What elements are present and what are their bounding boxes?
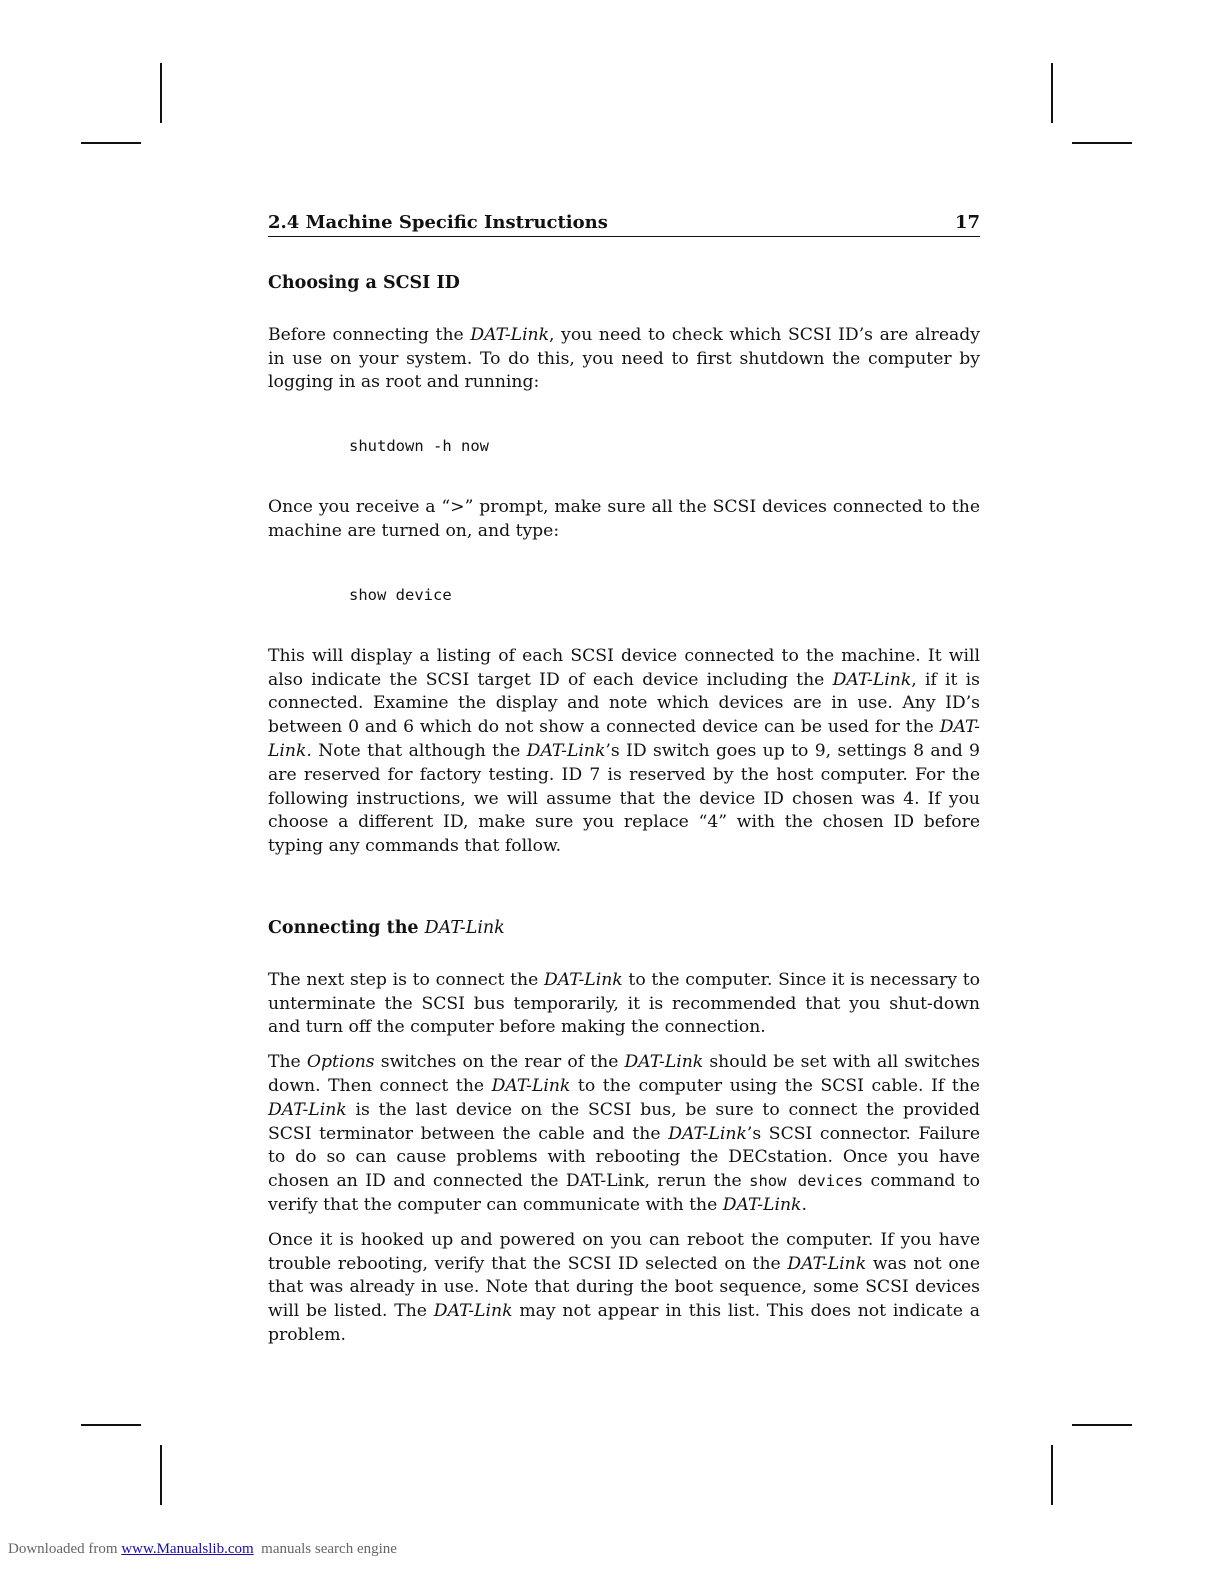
crop-mark-bottom-right-horizontal: [1072, 1424, 1132, 1426]
manualslib-link[interactable]: www.Manualslib.com: [121, 1541, 254, 1557]
paragraph-options-switches: The Options switches on the rear of the DAT-Link should be set with all switches down. Then connect the DAT-Link to the computer using the SCSI cable. If the DAT-Link is the last device on the SCSI bus, be sure to connect the provided SCSI terminator between the cable and the DAT-Link’s SCSI connector. Failure to do so can cause problems with rebooting the DECstation. Once you have chosen an ID and connected the DAT-Link, rerun the show devices command to verify that the computer can communicate with the DAT-Link.: [268, 1052, 981, 1215]
crop-mark-bottom-right-vertical: [1051, 1445, 1053, 1505]
paragraph-device-listing: This will display a listing of each SCSI device connected to the machine. It will also indicate the SCSI target ID of each device including the DAT-Link, if it is connected. Examine the display and note which devices are in use. Any ID’s between 0 and 6 which do not show a connected device can be used for the DAT-Link. Note that although the DAT-Link’s ID switch goes up to 9, settings 8 and 9 are reserved for factory testing. ID 7 is reserved by the host computer. For the following instructions, we will assume that the device ID chosen was 4. If you choose a different ID, make sure you replace “4” with the chosen ID before typing any commands that follow.: [268, 645, 980, 857]
paragraph-choosing-intro: Before connecting the DAT-Link, you need to check which SCSI ID’s are already in use on your system. To do this, you need to first shutdown the computer by logging in as root and running:: [268, 324, 980, 393]
code-show-device-command: show device: [349, 585, 452, 604]
crop-mark-top-left-horizontal: [81, 142, 141, 144]
paragraph-prompt: Once you receive a “>” prompt, make sure all the SCSI devices connected to the machine are turned on, and type:: [268, 497, 980, 541]
heading-connecting-dat-link: Connecting the DAT-Link: [268, 917, 505, 938]
crop-mark-top-left-vertical: [160, 63, 162, 123]
heading-choosing-scsi-id: Choosing a SCSI ID: [268, 273, 460, 293]
download-footer: Downloaded from www.Manualslib.com manuals search engine: [8, 1541, 397, 1557]
running-header: [268, 212, 980, 237]
header-section-title: 2.4 Machine Specific Instructions: [268, 212, 608, 233]
paragraph-reboot: Once it is hooked up and powered on you can reboot the computer. If you have trouble rebooting, verify that the SCSI ID selected on the DAT-Link was not one that was already in use. Note that during the boot sequence, some SCSI devices will be listed. The DAT-Link may not appear in this list. This does not indicate a problem.: [268, 1229, 981, 1345]
page-number: 17: [954, 212, 980, 233]
crop-mark-top-right-horizontal: [1072, 142, 1132, 144]
crop-mark-bottom-left-horizontal: [81, 1424, 141, 1426]
crop-mark-bottom-left-vertical: [160, 1445, 162, 1505]
paragraph-connect-step: The next step is to connect the DAT-Link to the computer. Since it is necessary to unterminate the SCSI bus temporarily, it is recommended that you shut-down and turn off the computer before making the connection.: [268, 969, 980, 1038]
crop-mark-top-right-vertical: [1051, 63, 1053, 123]
page-content: [268, 272, 980, 1359]
code-shutdown-command: shutdown -h now: [349, 437, 489, 456]
